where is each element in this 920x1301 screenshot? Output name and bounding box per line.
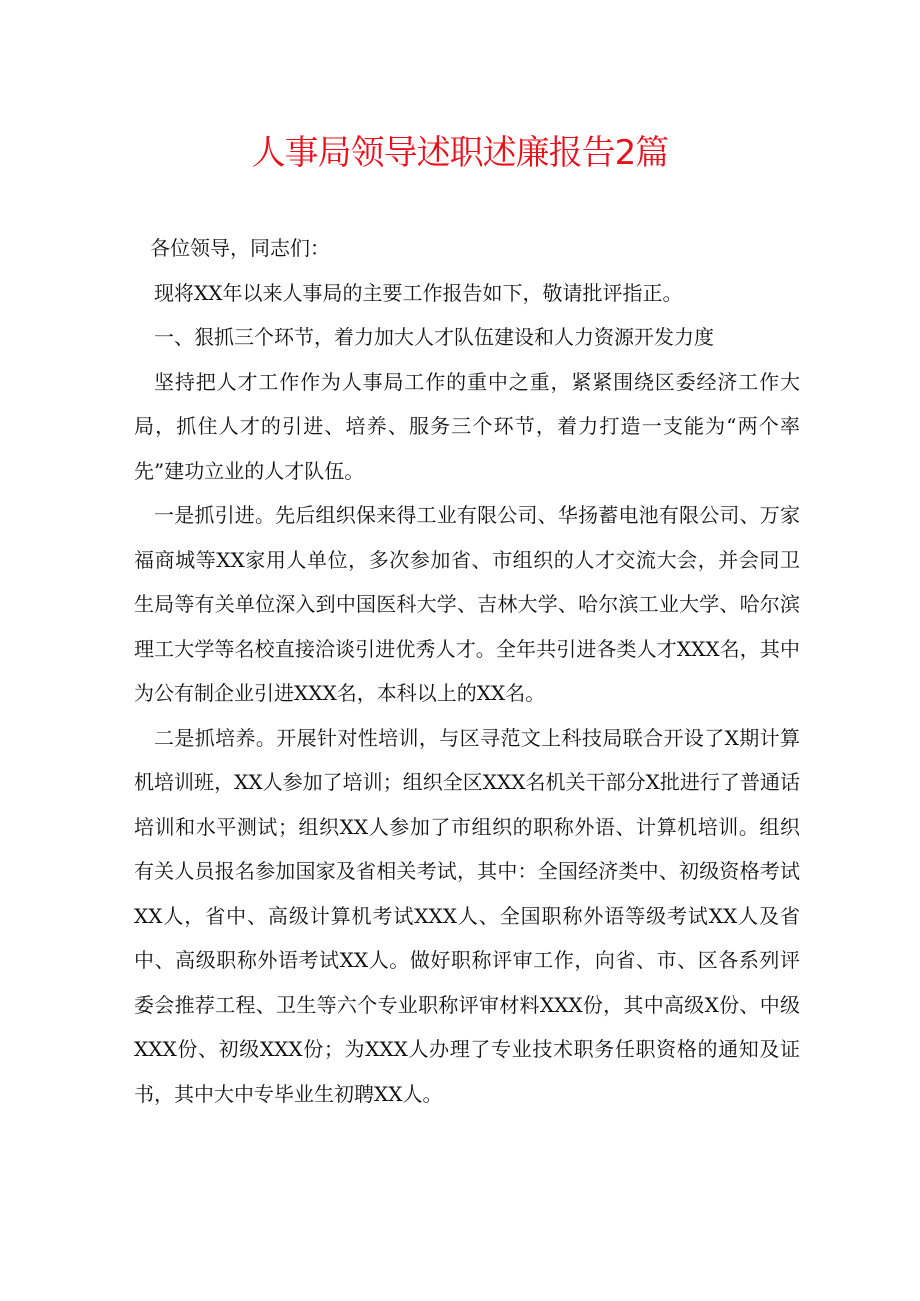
- intro-paragraph: 现将XX年以来人事局的主要工作报告如下，敬请批评指正。: [154, 280, 683, 305]
- document-title: 人事局领导述职述廉报告2篇: [251, 133, 669, 173]
- greeting-paragraph: 各位领导，同志们：: [150, 236, 330, 260]
- body-paragraph: 坚持把人才工作作为人事局工作的重中之重，紧紧围绕区委经济工作大局，抓住人才的引进、培养、服务三个环节，着力打造一支能为“两个率先”建功立业的人才队伍。: [134, 369, 800, 483]
- body-paragraph: 一是抓引进。先后组织保来得工业有限公司、华扬蓄电池有限公司、万家福商城等XX家用人单位，多次参加省、市组织的人才交流大会，并会同卫生局等有关单位深入到中国医科大学、吉林大学、哈尔滨工业大学、哈尔滨理工大学等名校直接洽谈引进优秀人才。全年共引进各类人才XXX名，其中为公有制企业引进XXX名，本科以上的XX名。: [134, 503, 800, 705]
- section-heading: 一、狠抓三个环节，着力加大人才队伍建设和人力资源开发力度: [154, 325, 714, 349]
- document-body: [134, 226, 800, 1116]
- body-paragraph: 二是抓培养。开展针对性培训，与区寻范文上科技局联合开设了X期计算机培训班，XX人参加了培训；组织全区XXX名机关干部分X批进行了普通话培训和水平测试；组织XX人参加了市组织的职称外语、计算机培训。组织有关人员报名参加国家及省相关考试，其中：全国经济类中、初级资格考试XX人，省中、高级计算机考试XXX人、全国职称外语等级考试XX人及省中、高级职称外语考试XX人。做好职称评审工作，向省、市、区各系列评委会推荐工程、卫生等六个专业职称评审材料XXX份，其中高级X份、中级XXX份、初级XXX份；为XXX人办理了专业技术职务任职资格的通知及证书，其中大中专毕业生初聘XX人。: [134, 725, 800, 1106]
